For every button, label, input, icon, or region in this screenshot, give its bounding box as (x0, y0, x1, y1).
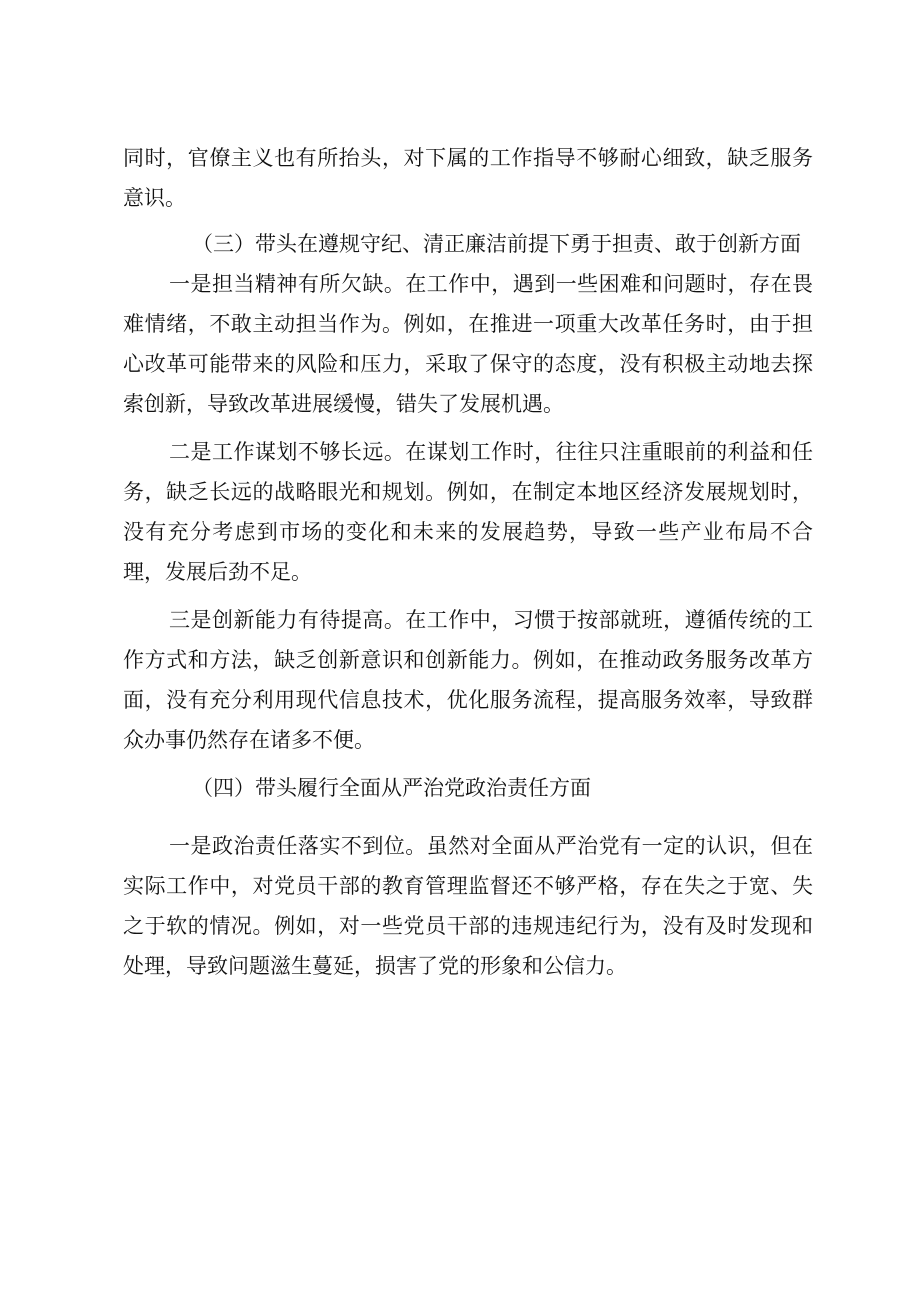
paragraph-political-responsibility: 一是政治责任落实不到位。虽然对全面从严治党有一定的认识，但在实际工作中，对党员干部的教育管理监督还不够严格，存在失之于宽、失之于软的情况。例如，对一些党员干部的违规违纪行为，没有及时发现和处理，导致问题滋生蔓延，损害了党的形象和公信力。 (123, 834, 813, 978)
section-heading-three: （三）带头在遵规守纪、清正廉洁前提下勇于担责、敢于创新方面 (192, 232, 801, 256)
document-body (123, 138, 813, 986)
paragraph-planning: 二是工作谋划不够长远。在谋划工作时，往往只注重眼前的利益和任务，缺乏长远的战略眼光和规划。例如，在制定本地区经济发展规划时，没有充分考虑到市场的变化和未来的发展趋势，导致一些产业布局不合理，发展后劲不足。 (123, 440, 813, 584)
section-heading-four: （四）带头履行全面从严治党政治责任方面 (192, 776, 591, 800)
paragraph-continuation: 同时，官僚主义也有所抬头，对下属的工作指导不够耐心细致，缺乏服务意识。 (123, 146, 813, 210)
paragraph-innovation: 三是创新能力有待提高。在工作中，习惯于按部就班，遵循传统的工作方式和方法，缺乏创新意识和创新能力。例如，在推动政务服务改革方面，没有充分利用现代信息技术，优化服务流程，提高服务效率，导致群众办事仍然存在诸多不便。 (123, 608, 813, 752)
paragraph-responsibility: 一是担当精神有所欠缺。在工作中，遇到一些困难和问题时，存在畏难情绪，不敢主动担当作为。例如，在推进一项重大改革任务时，由于担心改革可能带来的风险和压力，采取了保守的态度，没有积极主动地去探索创新，导致改革进展缓慢，错失了发展机遇。 (123, 272, 813, 416)
